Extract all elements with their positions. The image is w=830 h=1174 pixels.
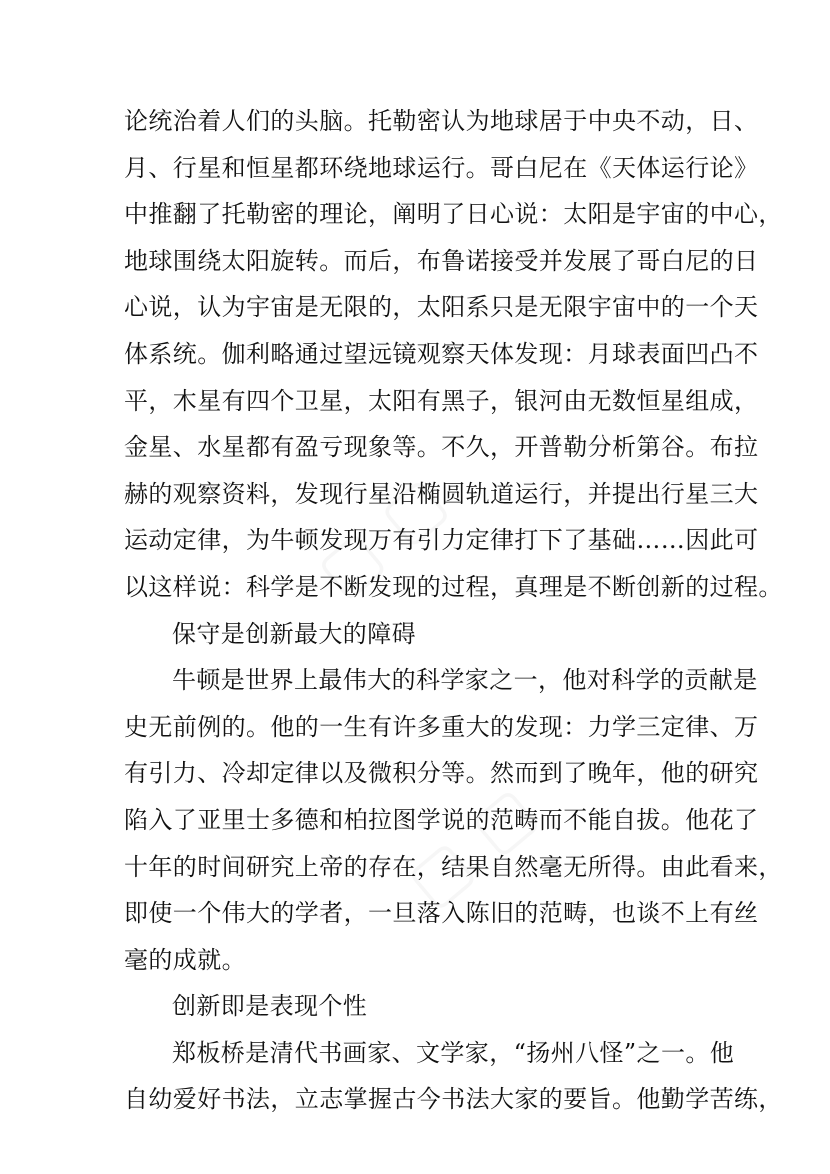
text-line-10: 运动定律，为牛顿发现万有引力定律打下了基础……因此可 [124, 526, 759, 555]
section-heading-conservatism: 保守是创新最大的障碍 [172, 619, 416, 648]
text-line-2: 月、行星和恒星都环绕地球运行。哥白尼在《天体运行论》 [124, 153, 759, 182]
body-text [124, 98, 783, 1123]
text-line-9: 赫的观察资料，发现行星沿椭圆轨道运行，并提出行星三大 [124, 479, 759, 508]
text-line-11: 以这样说：科学是不断发现的过程，真理是不断创新的过程。 [124, 572, 783, 601]
section-heading-individuality: 创新即是表现个性 [172, 992, 368, 1021]
text-line-3: 中推翻了托勒密的理论，阐明了日心说：太阳是宇宙的中心， [124, 200, 783, 229]
text-line-15: 有引力、冷却定律以及微积分等。然而到了晚年，他的研究 [124, 759, 759, 788]
text-line-6: 体系统。伽利略通过望远镜观察天体发现：月球表面凹凸不 [124, 339, 759, 368]
text-line-17: 十年的时间研究上帝的存在，结果自然毫无所得。由此看来， [124, 852, 783, 881]
text-line-22: 自幼爱好书法，立志掌握古今书法大家的要旨。他勤学苦练， [124, 1085, 783, 1114]
text-line-16: 陷入了亚里士多德和柏拉图学说的范畴而不能自拔。他花了 [124, 805, 759, 834]
text-line-5: 心说，认为宇宙是无限的，太阳系只是无限宇宙中的一个天 [124, 293, 759, 322]
text-line-4: 地球围绕太阳旋转。而后，布鲁诺接受并发展了哥白尼的日 [124, 246, 759, 275]
text-line-19: 毫的成就。 [124, 945, 246, 974]
text-line-13: 牛顿是世界上最伟大的科学家之一，他对科学的贡献是 [172, 666, 758, 695]
text-line-1: 论统治着人们的头脑。托勒密认为地球居于中央不动，日、 [124, 107, 759, 135]
text-line-8: 金星、水星都有盈亏现象等。不久，开普勒分析第谷。布拉 [124, 433, 759, 462]
text-line-14: 史无前例的。他的一生有许多重大的发现：力学三定律、万 [124, 712, 759, 741]
text-line-21: 郑板桥是清代书画家、文学家，“扬州八怪”之一。他 [172, 1038, 735, 1067]
text-line-7: 平，木星有四个卫星，太阳有黑子，银河由无数恒星组成， [124, 386, 759, 415]
text-line-18: 即使一个伟大的学者，一旦落入陈旧的范畴，也谈不上有丝 [124, 899, 759, 928]
